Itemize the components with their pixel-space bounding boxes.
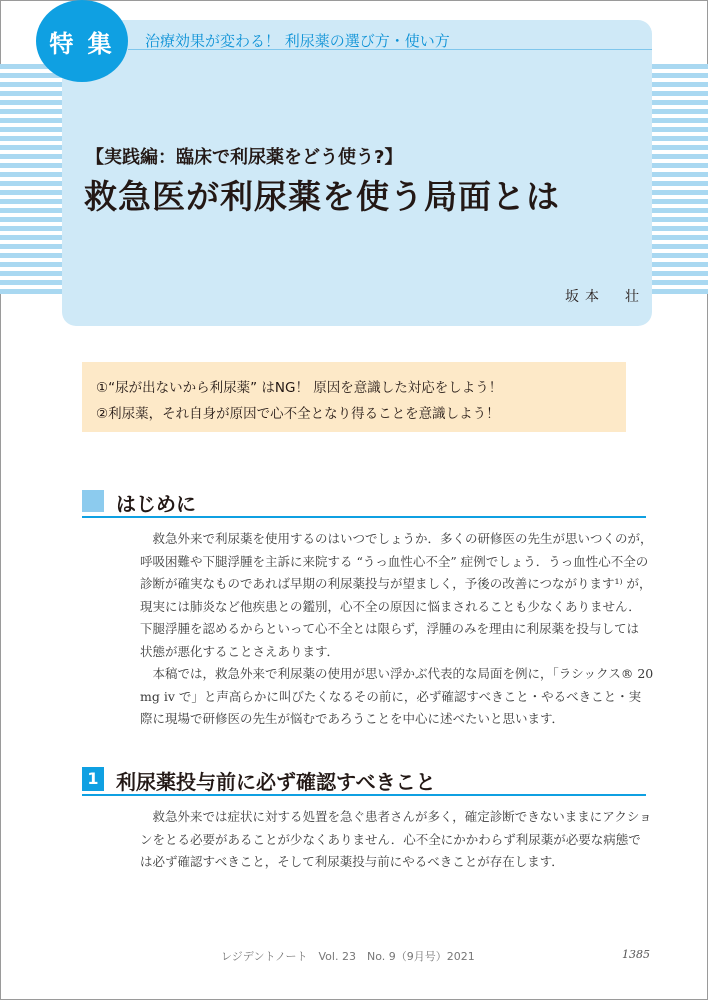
text-line: 現実には肺炎など他疾患との鑑別，心不全の原因に悩まされることも少なくありません． (140, 598, 641, 614)
decorative-stripes-right (652, 64, 708, 294)
text-line: 救急外来では症状に対する処置を急ぐ患者さんが多く，確定診断できないままにアクショ (140, 809, 652, 824)
section-heading-intro (82, 488, 646, 518)
page-number: 1385 (622, 948, 650, 961)
section-heading-label: 利尿薬投与前に必ず確認すべきこと (116, 770, 436, 794)
paragraph (140, 806, 652, 874)
article-title: 救急医が利尿薬を使う局面とは (84, 177, 560, 216)
section-heading-1 (82, 766, 646, 796)
paragraph (140, 528, 653, 663)
text-line: 呼吸困難や下腿浮腫を主訴に来院する “うっ血性心不全” 症例でしょう．うっ血性心不全の (140, 553, 649, 569)
header-divider (128, 49, 652, 50)
text-line: 状態が悪化することさえあります． (140, 643, 340, 659)
text-line: 診断が確実なものであれば早期の利尿薬投与が望ましく，予後の改善につながります¹⁾ が， (140, 576, 652, 591)
text-line: 際に現場で研修医の先生が悩むであろうことを中心に述べたいと思います． (140, 711, 565, 726)
key-points-box (82, 362, 626, 432)
paragraph (140, 663, 654, 731)
series-title: 治療効果が変わる！ 利尿薬の選び方・使い方 (145, 32, 450, 50)
text-line: 救急外来で利尿薬を使用するのはいつでしょうか．多くの研修医の先生が思いつくのが， (140, 531, 653, 546)
heading-square-icon (82, 490, 104, 512)
text-line: mg iv で」と声高らかに叫びたくなるその前に，必ず確認すべきこと・やるべきこと・実 (140, 688, 642, 704)
text-line: ンをとる必要があることが少なくありません．心不全にかかわらず利尿薬が必要な病態で (140, 831, 641, 847)
decorative-stripes-left (0, 64, 62, 294)
text-line: 下腿浮腫を認めるからといって心不全とは限らず，浮腫のみを理由に利尿薬を投与しては (140, 621, 640, 636)
author-name: 坂本 壮 (565, 289, 645, 305)
section-number: 1 (82, 767, 104, 791)
text-line: 本稿では，救急外来で利尿薬の使用が思い浮かぶ代表的な局面を例に，「ラシックス® 20 (140, 666, 654, 681)
article-subtitle: 【実践編：臨床で利尿薬をどう使う?】 (86, 147, 403, 168)
key-point: ②利尿薬，それ自身が原因で心不全となり得ることを意識しよう！ (96, 406, 500, 422)
key-point: ①“尿が出ないから利尿薬” はNG！ 原因を意識した対応をしよう！ (96, 380, 503, 396)
section-heading-label: はじめに (116, 492, 196, 516)
text-line: は必ず確認すべきこと，そして利尿薬投与前にやるべきことが存在します． (140, 854, 564, 869)
feature-badge: 特 集 (36, 0, 128, 82)
journal-citation: レジデントノート Vol. 23 No. 9（9月号）2021 (221, 950, 475, 963)
